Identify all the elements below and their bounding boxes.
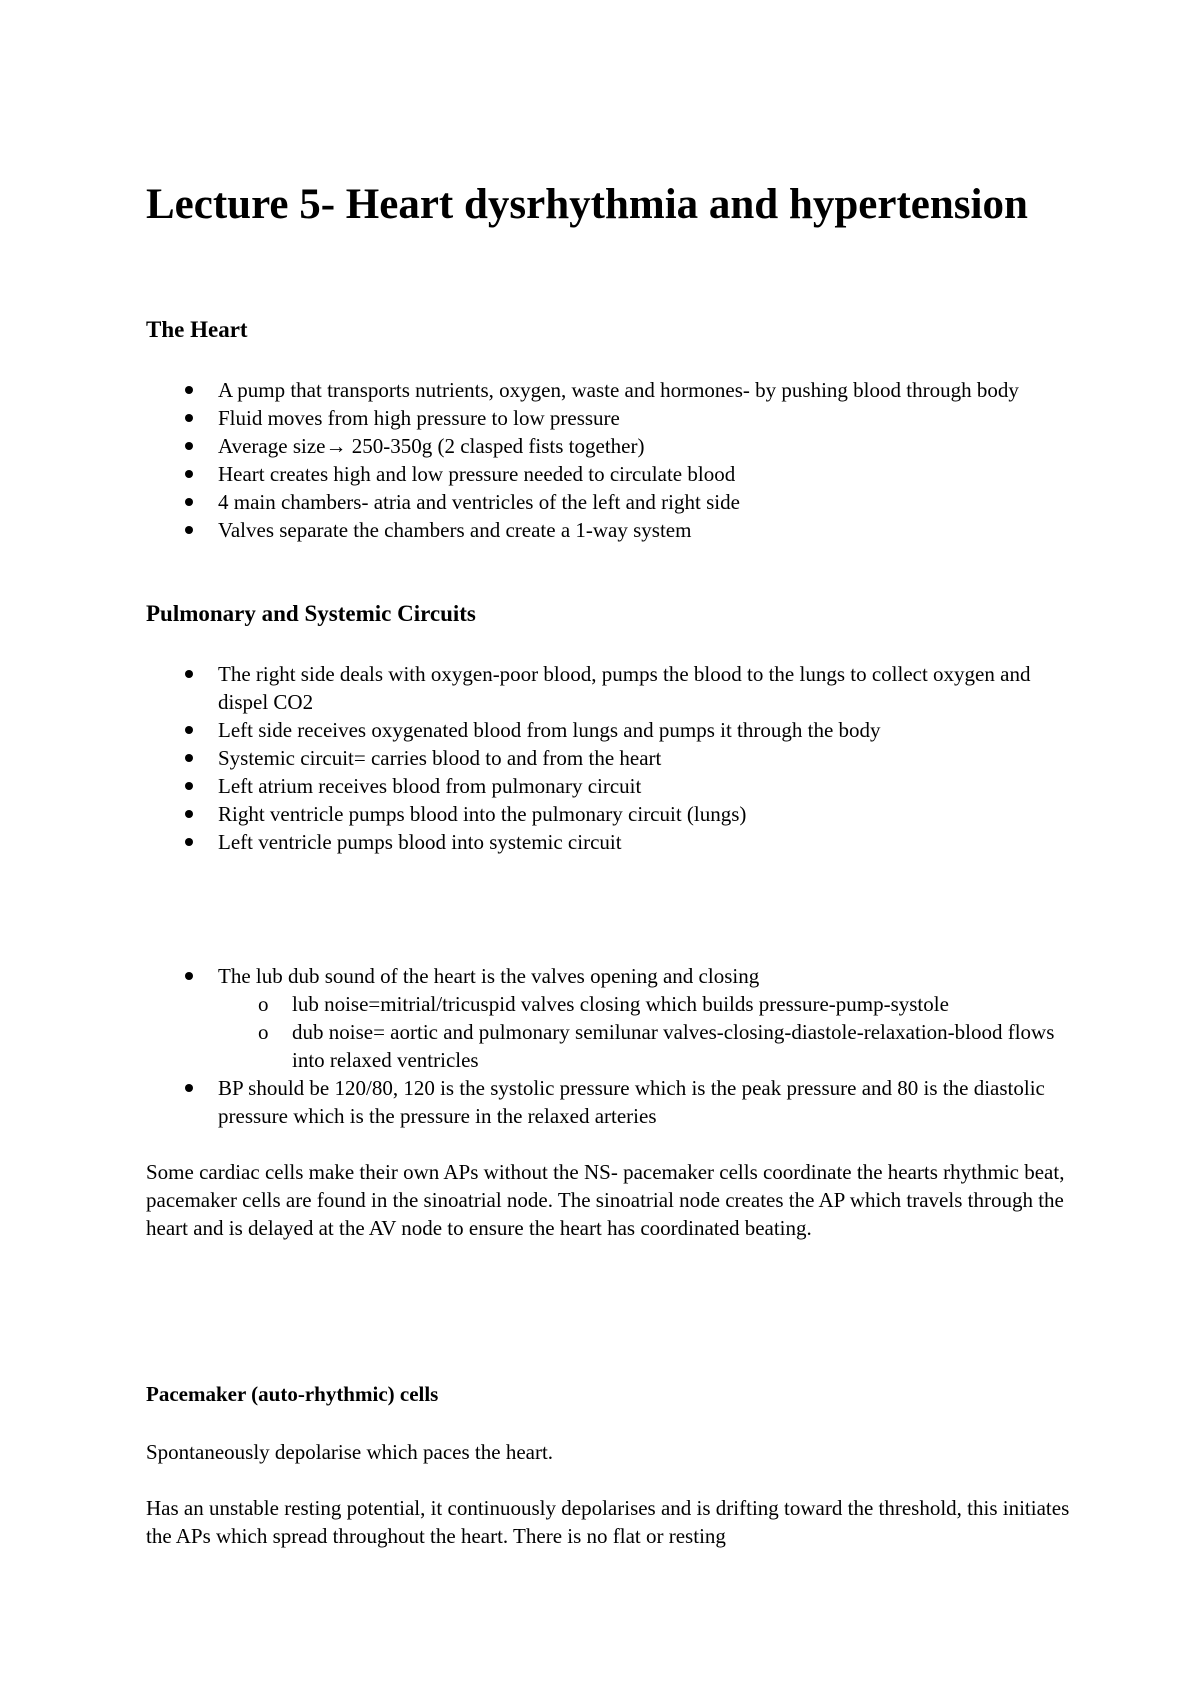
sub-list-item	[146, 990, 1076, 1018]
heading-the-heart: The Heart	[146, 317, 248, 342]
list-item: Fluid moves from high pressure to low pressure	[146, 404, 1076, 432]
heading-pacemaker-cells: Pacemaker (auto-rhythmic) cells	[146, 1382, 439, 1406]
list-item: Average size→ 250-350g (2 clasped fists together)	[146, 432, 1076, 460]
list-item: Right ventricle pumps blood into the pulmonary circuit (lungs)	[146, 800, 1076, 828]
list-item: BP should be 120/80, 120 is the systolic pressure which is the peak pressure and 80 is the diastolic pressure which is the pressure in the relaxed arteries	[146, 1074, 1076, 1130]
cardiac-cells-paragraph: Some cardiac cells make their own APs without the NS- pacemaker cells coordinate the hearts rhythmic beat, pacemaker cells are found in the sinoatrial node. The sinoatrial node creates the AP which travels through the heart and is delayed at the AV node to ensure the heart has coordinated beating.	[146, 1160, 1065, 1240]
list-item: The right side deals with oxygen-poor blood, pumps the blood to the lungs to collect oxygen and dispel CO2	[146, 660, 1076, 716]
list-item: Left atrium receives blood from pulmonary circuit	[146, 772, 1076, 800]
heading-pulmonary-systemic-circuits: Pulmonary and Systemic Circuits	[146, 601, 476, 626]
pacemaker-paragraph-1: Spontaneously depolarise which paces the heart.	[146, 1440, 554, 1464]
heart-bullet-list	[146, 376, 1076, 544]
document-title: Lecture 5- Heart dysrhythmia and hypertension	[146, 181, 1028, 228]
list-item: Valves separate the chambers and create a 1-way system	[146, 516, 1076, 544]
list-item	[146, 962, 1076, 1074]
sub-list-item-text: dub noise= aortic and pulmonary semilunar valves-closing-diastole-relaxation-blood flows into relaxed ventricles	[292, 1020, 1055, 1072]
list-item: Heart creates high and low pressure needed to circulate blood	[146, 460, 1076, 488]
list-item-text: The lub dub sound of the heart is the valves opening and closing	[218, 964, 760, 988]
circuits-bullet-list	[146, 660, 1076, 856]
sub-list-item-text: lub noise=mitrial/tricuspid valves closing which builds pressure-pump-systole	[292, 992, 949, 1016]
list-item: A pump that transports nutrients, oxygen, waste and hormones- by pushing blood through body	[146, 376, 1076, 404]
list-item: Left side receives oxygenated blood from lungs and pumps it through the body	[146, 716, 1076, 744]
heart-sounds-bullet-list	[146, 962, 1076, 1130]
sub-list-item	[146, 1018, 1076, 1074]
list-item: 4 main chambers- atria and ventricles of the left and right side	[146, 488, 1076, 516]
list-item: Left ventricle pumps blood into systemic circuit	[146, 828, 1076, 856]
pacemaker-paragraph-2: Has an unstable resting potential, it continuously depolarises and is drifting toward the threshold, this initiates the APs which spread throughout the heart. There is no flat or resting	[146, 1496, 1070, 1548]
list-item: Systemic circuit= carries blood to and from the heart	[146, 744, 1076, 772]
sub-bullet-marker: o	[258, 992, 269, 1016]
sub-bullet-marker: o	[258, 1020, 269, 1044]
